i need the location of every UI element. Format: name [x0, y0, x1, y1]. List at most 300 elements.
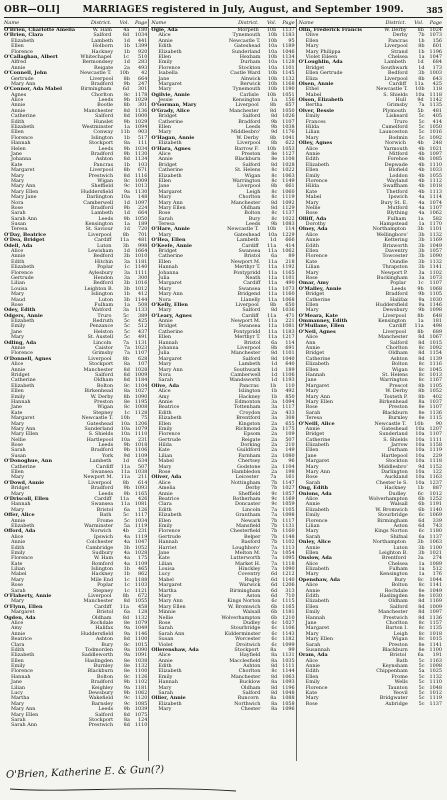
entry-name: Annie: [158, 318, 173, 325]
entry-name: Rose: [158, 619, 171, 626]
entry-name: O'Callaghan, Albert: [4, 53, 58, 60]
entry-name: Mary Ann: [305, 469, 331, 476]
entry-volume: 9b: [123, 118, 130, 125]
entry-volume: 10b: [266, 91, 277, 98]
entry-name: Margaret: [11, 415, 35, 422]
entry-volume: 11a: [268, 296, 278, 303]
entry-page: 1116: [134, 172, 148, 179]
entry-name: Sarah: [11, 587, 26, 594]
entry-page: 1132: [429, 231, 442, 238]
entry-district: Kensington: [85, 221, 114, 228]
entry-name: Alice: [11, 361, 24, 368]
entry-district: Castle Ward: [230, 70, 261, 77]
entry-district: Liverpool: [237, 183, 261, 190]
entry-page: 1098: [282, 512, 295, 519]
entry-district: Northwich: [234, 700, 261, 707]
entry-volume: 3a: [123, 274, 130, 281]
entry-page: 1111: [429, 436, 442, 443]
entry-page: 1196: [429, 48, 442, 55]
entry-district: Bristol: [96, 609, 114, 616]
entry-name: Elizabeth: [11, 318, 35, 325]
register-columns: [4, 19, 443, 761]
entry-district: Neath: [245, 274, 261, 281]
entry-volume: 10a: [120, 436, 130, 443]
index-range: OBR—OLI]: [4, 5, 61, 15]
entry-volume: 1b: [418, 48, 425, 55]
entry-volume: 9d: [417, 97, 424, 104]
entry-volume: 4a: [418, 194, 425, 201]
entry-name: Ong, Edith: [298, 485, 329, 492]
entry-page: 1217: [282, 334, 295, 341]
entry-name: Jane: [11, 679, 22, 686]
entry-volume: 2a: [271, 469, 278, 476]
entry-page: 1040: [282, 355, 295, 362]
entry-name: Ellen: [11, 469, 24, 476]
entry-name: Frances: [305, 118, 326, 125]
entry-district: St. Helens: [234, 167, 261, 174]
entry-district: Lambeth: [238, 361, 261, 368]
entry-volume: 2a: [271, 463, 278, 470]
entry-district: Loughboro': [232, 544, 261, 551]
entry-page: 1038: [282, 124, 295, 131]
entry-page: 107: [137, 361, 148, 368]
entry-name: Nora: [158, 372, 171, 378]
entry-name: Susan: [11, 452, 27, 459]
entry-district: Lambeth: [89, 458, 112, 465]
entry-page: 426: [137, 495, 148, 502]
entry-volume: 8b: [417, 328, 424, 335]
entry-page: 493: [137, 64, 148, 71]
entry-volume: 1d: [122, 458, 129, 465]
entry-volume: 2a: [271, 425, 278, 432]
entry-district: Hampstead: [379, 221, 408, 228]
entry-volume: 8c: [124, 382, 130, 389]
entry-name: Emily: [305, 113, 320, 120]
entry-district: Salford: [242, 690, 261, 697]
entry-district: Bermondsey: [82, 59, 114, 66]
entry-name: Maud: [11, 296, 26, 303]
entry-district: Norwich: [90, 528, 112, 535]
entry-name: Mabel: [11, 571, 27, 578]
entry-volume: 6d: [418, 522, 425, 529]
entry-name: Hannah: [158, 339, 178, 346]
entry-page: 1094: [134, 124, 148, 131]
entry-volume: 10a: [415, 442, 425, 449]
entry-district: Worcester: [235, 636, 261, 643]
entry-page: 1190: [282, 86, 295, 93]
entry-volume: 5c: [418, 129, 425, 136]
entry-volume: 4b: [418, 172, 425, 179]
entry-name: Johanna: [11, 156, 32, 163]
entry-name: Elizabeth: [305, 361, 329, 368]
entry-district: St. Saviour: [85, 226, 114, 233]
entry-page: 1055: [429, 172, 442, 179]
entry-volume: 1b: [123, 48, 130, 55]
entry-district: Lambeth: [91, 210, 114, 217]
entry-name: Ogilvie, Annie: [151, 91, 190, 98]
entry-name: Bridget: [11, 372, 30, 378]
entry-name: Margaret: [158, 582, 182, 589]
entry-page: 1003: [429, 70, 442, 77]
entry-name: O'Hagan, Annie: [151, 134, 195, 141]
entry-name: Mary: [305, 269, 319, 276]
entry-volume: 9a: [123, 684, 130, 691]
entry-district: Wigan: [97, 404, 114, 411]
entry-page: 1178: [134, 91, 148, 98]
entry-volume: 5c: [124, 334, 130, 341]
entry-volume: 4a: [123, 27, 130, 33]
entry-name: Julia: [158, 274, 170, 281]
entry-district: Barton I.: [385, 625, 408, 632]
entry-district: Dewsbury: [382, 307, 408, 314]
entry-page: 433: [285, 409, 295, 416]
entry-district: Sheffield: [91, 183, 114, 190]
entry-name: Annie: [11, 102, 26, 109]
entry-page: 481: [137, 237, 148, 244]
entry-volume: 5c: [124, 323, 130, 330]
entry-district: Southwark: [380, 64, 408, 71]
entry-name: Mary: [11, 700, 25, 707]
entry-page: 1016: [429, 129, 442, 136]
entry-page: 1047: [429, 53, 442, 60]
entry-district: Gateshead: [234, 231, 261, 238]
entry-page: 274: [432, 555, 442, 562]
entry-page: 414: [432, 118, 442, 125]
entry-district: Manchester: [229, 107, 259, 114]
entry-volume: 5c: [418, 690, 425, 697]
entry-district: Todmorden: [85, 646, 114, 653]
entry-list: [299, 28, 443, 761]
entry-page: 1047: [134, 539, 148, 546]
entry-district: Chorlton: [385, 619, 408, 626]
entry-district: Bath: [99, 512, 112, 519]
entry-district: Huddersfield: [80, 188, 114, 195]
entry-volume: 6d: [418, 517, 425, 524]
entry-page: 1063: [429, 539, 442, 546]
entry-volume: 8d: [123, 172, 130, 179]
entry-name: Annie: [305, 587, 320, 594]
entry-volume: 8c: [124, 91, 130, 98]
entry-page: 507: [285, 436, 295, 443]
entry-page: 1037: [429, 398, 442, 405]
entry-district: Brentford: [236, 415, 261, 422]
entry-page: 1134: [134, 156, 148, 163]
entry-page: 1105: [282, 506, 295, 513]
entry-district: Chelsea: [388, 560, 408, 567]
entry-volume: 5c: [418, 118, 425, 125]
entry-district: W. Derby: [90, 393, 114, 400]
entry-volume: 8a: [123, 361, 130, 368]
entry-volume: 7a: [271, 560, 278, 567]
entry-page: 210: [285, 442, 295, 449]
entry-district: Liskeard: [386, 113, 408, 120]
entry-district: Keighley: [91, 684, 114, 691]
entry-page: 1132: [429, 673, 442, 680]
entry-name: Lucy: [158, 571, 171, 578]
entry-district: Camberwell: [230, 372, 261, 378]
entry-district: Toxteth P.: [383, 393, 408, 400]
entry-district: Lincoln: [93, 339, 112, 346]
entry-page: 1021: [429, 145, 442, 152]
entry-district: Lincoln: [242, 506, 261, 513]
entry-name: O'Dea, Bridget: [4, 237, 45, 244]
entry-district: Chester: [240, 706, 261, 713]
entry-district: W. Bromwich: [375, 506, 408, 513]
entry-district: Kensington: [379, 571, 408, 578]
entry-district: Stepney: [92, 409, 114, 416]
entry-district: Halifax: [389, 296, 408, 303]
entry-volume: 1c: [124, 576, 130, 583]
entry-district: Liverpool: [237, 345, 261, 352]
entry-volume: 5c: [418, 134, 425, 141]
entry-name: O'Brien, Clara: [4, 32, 44, 39]
entry-district: Llanelly: [240, 296, 261, 303]
column-header-district: District.: [385, 20, 407, 26]
entry-volume: 7a: [270, 474, 277, 481]
entry-district: Liverpool: [89, 167, 114, 174]
entry-name: Mary: [305, 463, 319, 470]
entry-district: Holborn: [92, 43, 114, 50]
entry-volume: 1b: [123, 134, 130, 141]
entry-volume: 9b: [270, 221, 278, 228]
entry-volume: 3b: [418, 70, 425, 77]
entry-district: Gateshead: [381, 425, 408, 432]
entry-volume: 9c: [124, 695, 130, 702]
entry-district: Cardiff: [95, 463, 114, 470]
entry-volume: 5c: [418, 684, 425, 691]
entry-volume: 11a: [268, 274, 278, 281]
entry-name: Annie: [305, 150, 320, 157]
entry-volume: 1a: [417, 215, 424, 222]
entry-page: 1137: [429, 533, 442, 540]
entry-name: Hilda: [305, 124, 320, 131]
entry-page: 1148: [282, 533, 295, 540]
entry-district: Watford: [91, 307, 112, 314]
entry-volume: 5c: [124, 328, 130, 335]
entry-volume: 1c: [124, 582, 130, 589]
entry-district: Darlington: [381, 469, 408, 476]
entry-volume: 9a: [123, 188, 130, 195]
entry-name: Mary Ann: [11, 425, 36, 432]
entry-name: Alice: [11, 619, 24, 626]
entry-name: Hannah: [305, 372, 326, 378]
entry-name: Mary: [158, 285, 172, 292]
entry-page: 650: [285, 301, 295, 308]
entry-name: Openshaw, Ada: [298, 576, 341, 583]
entry-district: St. Helens: [382, 372, 408, 378]
entry-name: Jessie: [158, 97, 173, 104]
entry-name: Mary Ellen: [158, 204, 186, 211]
entry-district: Daventry: [385, 248, 408, 255]
entry-name: Hannah: [11, 398, 31, 405]
entry-district: Sunderland: [231, 48, 261, 55]
entry-volume: 6b: [270, 609, 278, 616]
entry-name: Sarah: [11, 210, 26, 217]
entry-district: Birkenhead: [84, 388, 114, 395]
entry-page: 189: [137, 221, 148, 228]
entry-volume: 1a: [417, 318, 424, 325]
entry-page: 614: [137, 479, 148, 486]
entry-district: Newcastle T.: [81, 415, 114, 422]
column-header-page: Page: [135, 20, 148, 26]
entry-volume: 10b: [266, 27, 277, 33]
entry-name: Edith: [158, 506, 172, 513]
entry-volume: 2a: [271, 409, 278, 416]
entry-district: Oldham: [92, 614, 112, 621]
entry-page: 248: [432, 140, 442, 147]
entry-page: 655: [285, 420, 295, 427]
entry-volume: 9b: [270, 118, 278, 125]
entry-name: Mary: [11, 474, 25, 481]
entry-district: Forehoe: [387, 156, 408, 163]
entry-name: Martha: [158, 587, 177, 594]
entry-district: Oldham: [93, 377, 114, 384]
entry-name: Kate: [11, 409, 23, 416]
entry-name: Hilda: [305, 183, 320, 190]
entry-volume: 10a: [268, 59, 278, 66]
entry-district: Bradford: [90, 150, 114, 157]
entry-volume: 8b: [418, 75, 425, 82]
entry-district: Middlesbro': [378, 463, 408, 470]
entry-page: 1135: [429, 625, 442, 632]
entry-volume: 3a: [271, 404, 278, 411]
entry-name: Alice: [305, 582, 318, 589]
entry-name: Elizabeth: [11, 264, 35, 271]
entry-volume: 10b: [266, 226, 277, 233]
entry-name: Onley, Alice: [298, 539, 331, 546]
entry-name: Lilian: [158, 560, 173, 567]
entry-list: [4, 28, 148, 761]
entry-name: Margaret: [305, 625, 330, 632]
entry-volume: 9b: [123, 97, 130, 104]
entry-district: Bristol: [389, 652, 407, 659]
entry-page: 1107: [429, 280, 442, 287]
entry-name: Elizabeth: [158, 172, 182, 179]
entry-page: 1163: [429, 657, 442, 664]
entry-page: 458: [137, 603, 148, 610]
entry-name: Rose: [305, 404, 318, 411]
entry-name: Mary: [305, 134, 319, 141]
entry-name: Catherine: [11, 113, 36, 120]
entry-name: Mary: [158, 86, 172, 93]
entry-district: Mutford: [387, 204, 408, 211]
entry-district: Wayland: [386, 177, 408, 184]
entry-volume: 6d: [270, 571, 278, 578]
entry-page: 1119: [134, 522, 148, 529]
entry-name: Alice: [11, 97, 24, 104]
entry-name: Kate: [11, 161, 23, 168]
page-number: 385: [426, 5, 443, 15]
entry-name: Mary: [158, 194, 172, 201]
entry-name: Edith: [305, 156, 320, 163]
entry-volume: 2a: [271, 442, 278, 449]
entry-district: Liverpool: [384, 43, 408, 50]
entry-page: 1099: [282, 641, 295, 648]
entry-district: Rochdale: [384, 587, 408, 594]
entry-volume: 8b: [270, 183, 278, 190]
entry-name: Eliza: [305, 75, 318, 82]
entry-name: Kate: [305, 690, 318, 697]
entry-name: O'Connor, Ada Mabel: [4, 86, 62, 93]
entry-page: 221: [285, 318, 295, 325]
entry-district: Depwade: [384, 161, 408, 168]
entry-name: Alice: [158, 150, 171, 157]
entry-page: 1169: [429, 237, 442, 244]
header-rule: [4, 17, 443, 18]
entry-page: 1181: [282, 609, 295, 616]
entry-volume: 8c: [124, 673, 130, 680]
entry-name: Offer, Alice: [4, 512, 35, 519]
entry-district: Ashton: [390, 355, 408, 362]
entry-volume: 10a: [120, 431, 130, 438]
entry-name: Jane: [11, 328, 22, 335]
entry-page: 1117: [282, 404, 295, 411]
entry-volume: 6d: [270, 576, 278, 583]
entry-page: 1100: [134, 636, 148, 643]
entry-page: 1167: [429, 377, 442, 384]
entry-volume: 8d: [270, 199, 278, 206]
entry-volume: 3b: [418, 549, 425, 556]
entry-page: 1008: [134, 404, 148, 411]
entry-volume: 8d: [123, 722, 130, 729]
entry-volume: 3b: [418, 248, 425, 255]
entry-page: 1062: [282, 248, 295, 255]
entry-name: Mary Ellen: [11, 711, 39, 718]
entry-district: Oldham: [241, 684, 261, 691]
entry-page: 1104: [134, 382, 148, 389]
entry-district: Manchester: [83, 107, 114, 114]
entry-page: 1183: [282, 328, 295, 335]
entry-volume: 11a: [268, 318, 278, 325]
entry-volume: 4b: [418, 167, 425, 174]
entry-name: Annie: [11, 253, 26, 260]
entry-volume: 10a: [415, 479, 425, 486]
entry-district: Conway: [93, 129, 114, 136]
entry-district: Stourbridge: [377, 512, 408, 519]
entry-name: Ellen: [305, 167, 319, 174]
entry-district: Richmond: [235, 425, 261, 432]
entry-district: Walsall: [390, 501, 408, 508]
entry-volume: 3b: [123, 280, 130, 287]
entry-page: 1135: [429, 102, 442, 109]
entry-district: Newcastle T.: [228, 37, 261, 44]
entry-volume: 8d: [123, 156, 130, 163]
entry-page: 1128: [134, 409, 148, 416]
entry-district: Birmingham: [80, 86, 112, 93]
entry-name: Martha: [11, 695, 30, 702]
entry-name: Catherine: [11, 377, 36, 384]
entry-volume: 4b: [418, 161, 425, 168]
entry-name: Lilian: [305, 264, 320, 271]
entry-name: Olive, Ada: [151, 382, 180, 389]
entry-page: 701: [137, 231, 148, 238]
entry-name: Bertha: [305, 102, 323, 109]
entry-volume: 8d: [418, 339, 425, 346]
entry-district: Yarmouth: [383, 145, 408, 152]
entry-volume: 4b: [417, 140, 424, 147]
entry-page: 1165: [282, 269, 295, 276]
entry-district: Kettering: [384, 237, 408, 244]
entry-volume: 6c: [271, 636, 278, 643]
entry-page: 1189: [282, 43, 295, 50]
entry-district: Lambeth: [236, 237, 259, 244]
entry-name: Mary: [11, 177, 25, 184]
entry-district: Thetford: [386, 188, 408, 195]
entry-name: Mary: [11, 420, 25, 427]
entry-page: 491: [137, 334, 148, 341]
entry-page: 1195: [134, 398, 148, 405]
entry-name: Edith: [305, 593, 320, 600]
